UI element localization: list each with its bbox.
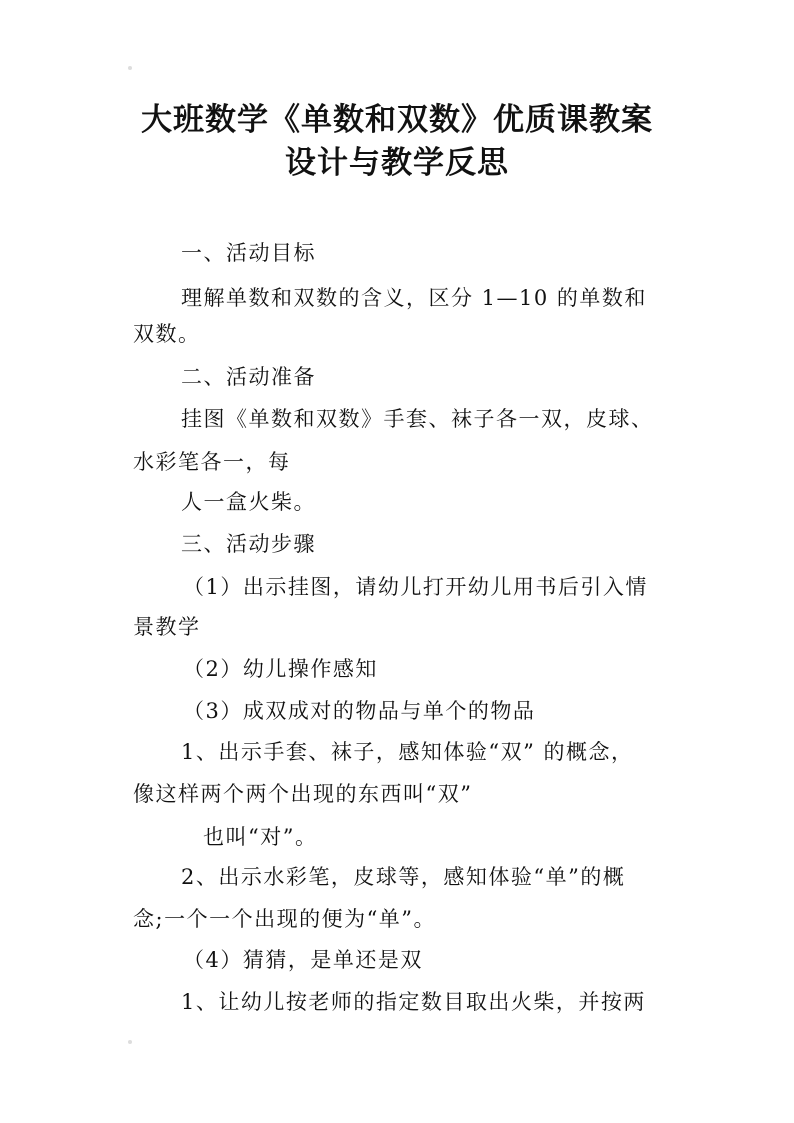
paragraph-line: （2）幼儿操作感知 <box>183 657 378 681</box>
paragraph-line: 水彩笔各一，每 <box>133 450 291 474</box>
paragraph-line: 挂图《单数和双数》手套、袜子各一双，皮球、 <box>181 407 654 431</box>
paragraph-line: 也叫“对”。 <box>203 825 318 849</box>
paragraph-line: （3）成双成对的物品与单个的物品 <box>183 699 536 723</box>
corner-mark-bottom <box>128 1040 132 1044</box>
heading-activity-goal: 一、活动目标 <box>181 241 316 265</box>
paragraph-line: 理解单数和双数的含义，区分 1—10 的单数和 <box>181 286 647 310</box>
paragraph-line: 2、出示水彩笔，皮球等，感知体验“单”的概 <box>181 865 626 889</box>
paragraph-line: 念;一个一个出现的便为“单”。 <box>133 907 437 931</box>
paragraph-line: （1）出示挂图，请幼儿打开幼儿用书后引入情 <box>183 575 648 599</box>
paragraph-line: 景教学 <box>133 615 201 639</box>
paragraph-line: 1、出示手套、袜子，感知体验“双” 的概念， <box>181 740 634 764</box>
heading-activity-steps: 三、活动步骤 <box>181 532 316 556</box>
document-title-line-1: 大班数学《单数和双数》优质课教案 <box>141 102 653 138</box>
paragraph-line: （4）猜猜，是单还是双 <box>183 948 423 972</box>
document-title-line-2: 设计与教学反思 <box>285 145 509 181</box>
heading-activity-preparation: 二、活动准备 <box>181 365 316 389</box>
paragraph-line: 人一盒火柴。 <box>181 490 316 514</box>
paragraph-line: 1、让幼儿按老师的指定数目取出火柴，并按两 <box>181 990 646 1014</box>
corner-mark-top <box>128 66 132 70</box>
paragraph-line: 像这样两个两个出现的东西叫“双” <box>133 782 473 806</box>
paragraph-line: 双数。 <box>133 322 201 346</box>
